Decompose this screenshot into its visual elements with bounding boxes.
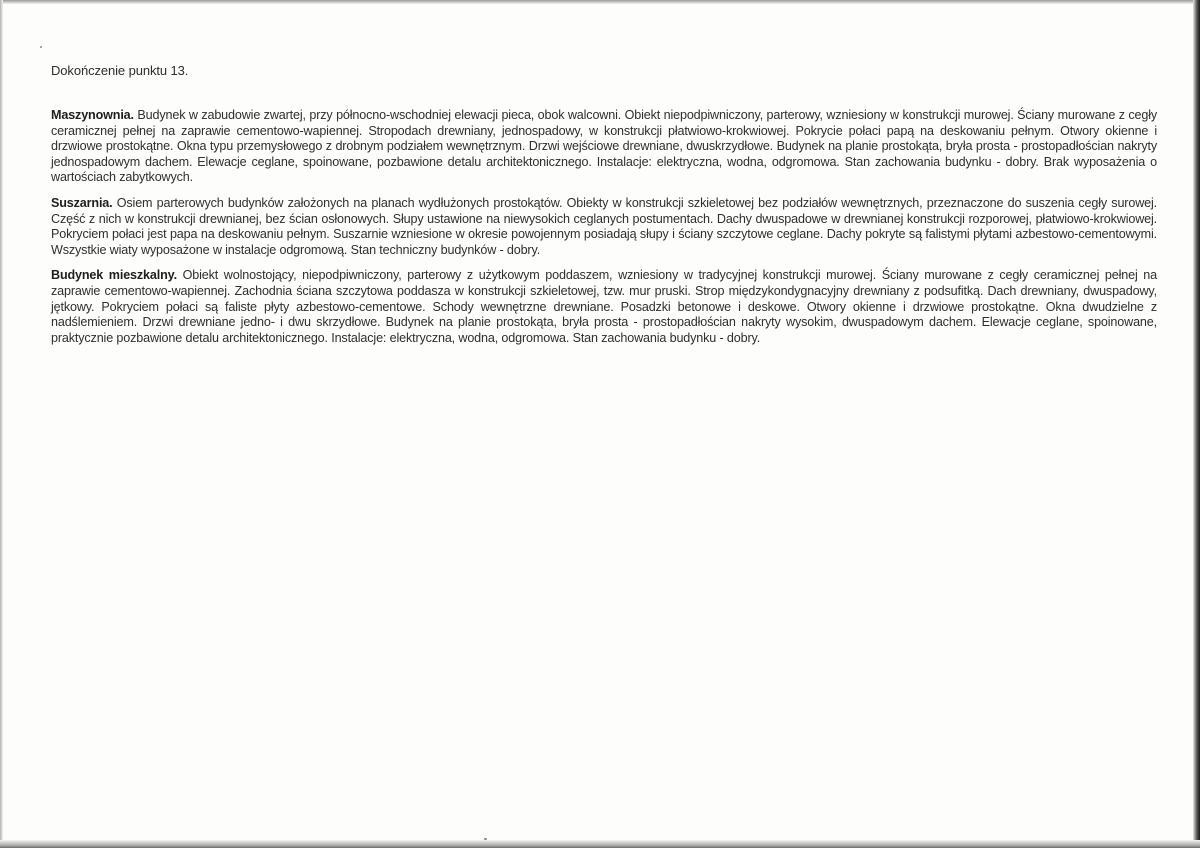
section-text: Budynek w zabudowie zwartej, przy północno-wschodniej elewacji pieca, obok walcowni. Obiekt niepodpiwniczony, parterowy, wzniesiony w konstrukcji murowej. Ściany murowane z cegły ceramicznej pełnej na zaprawie cementowo-wapiennej. Stropodach drewniany, jednospadowy, w konstrukcji płatwiowo-krokwiowej. Pokrycie połaci papą na deskowaniu pełnym. Otwory okienne i drzwiowe prostokątne. Okna typu przemysłowego z drobnym podziałem wewnętrznym. Drzwi wejściowe drewniane, dwuskrzydłowe. Budynek na planie prostokąta, bryła prosta - prostopadłościan nakryty jednospadowym dachem. Elewacje ceglane, spoinowane, pozbawione detalu architektonicznego. Instalacje: elektryczna, wodna, odgromowa. Stan zachowania budynku - dobry. Brak wyposażenia o wartościach zabytkowych. xyxy=(51,108,1157,185)
scan-edge-right xyxy=(1193,0,1200,848)
scan-edge-bottom xyxy=(0,840,1200,848)
continuation-heading: Dokończenie punktu 13. xyxy=(51,63,189,78)
section-maszynownia xyxy=(51,108,1157,186)
scan-speck xyxy=(484,838,487,840)
section-text: Obiekt wolnostojący, niepodpiwniczony, parterowy z użytkowym poddaszem, wzniesiony w tradycyjnej konstrukcji murowej. Ściany murowane z cegły ceramicznej pełnej na zaprawie cementowo-wapiennej. Zachodnia ściana szczytowa poddasza w konstrukcji szkieletowej, tzw. mur pruski. Strop międzykondygnacyjny drewniany z podsufitką. Dach drewniany, dwuspadowy, jętkowy. Pokryciem połaci są faliste płyty azbestowo-cementowe. Schody wewnętrzne drewniane. Posadzki betonowe i deskowe. Otwory okienne i drzwiowe prostokątne. Okna dwudzielne z nadślemieniem. Drzwi drewniane jedno- i dwu skrzydłowe. Budynek na planie prostokąta, bryła prosta - prostopadłościan nakryty wysokim, dwuspadowym dachem. Elewacje ceglane, spoinowane, praktycznie pozbawione detalu architektonicznego. Instalacje: elektryczna, wodna, odgromowa. Stan zachowania budynku - dobry. xyxy=(51,268,1157,345)
section-title: Budynek mieszkalny. xyxy=(51,268,177,283)
section-suszarnia xyxy=(51,196,1157,258)
section-title: Maszynownia. xyxy=(51,108,134,122)
scan-speck xyxy=(40,46,42,48)
section-text: Osiem parterowych budynków założonych na planach wydłużonych prostokątów. Obiekty w konstrukcji szkieletowej bez podziałów wewnętrznych, przeznaczone do suszenia cegły surowej. Część z nich w konstrukcji drewnianej, bez ścian osłonowych. Słupy ustawione na niewysokich ceglanych postumentach. Dachy dwuspadowe w drewnianej konstrukcji rozporowej, płatwiowo-krokwiowej. Pokryciem połaci jest papa na deskowaniu pełnym. Suszarnie wzniesione w okresie powojennym posiadają słupy i ściany szczytowe ceglane. Dachy pokryte są falistymi płytami azbestowo-cementowymi. Wszystkie wiaty wyposażone w instalacje odgromową. Stan techniczny budynków - dobry. xyxy=(51,195,1157,257)
scan-edge-top xyxy=(0,0,1200,4)
document-body xyxy=(51,108,1157,356)
section-budynek-mieszkalny xyxy=(51,268,1157,346)
scan-edge-left xyxy=(0,0,3,848)
section-title: Suszarnia. xyxy=(51,195,113,210)
